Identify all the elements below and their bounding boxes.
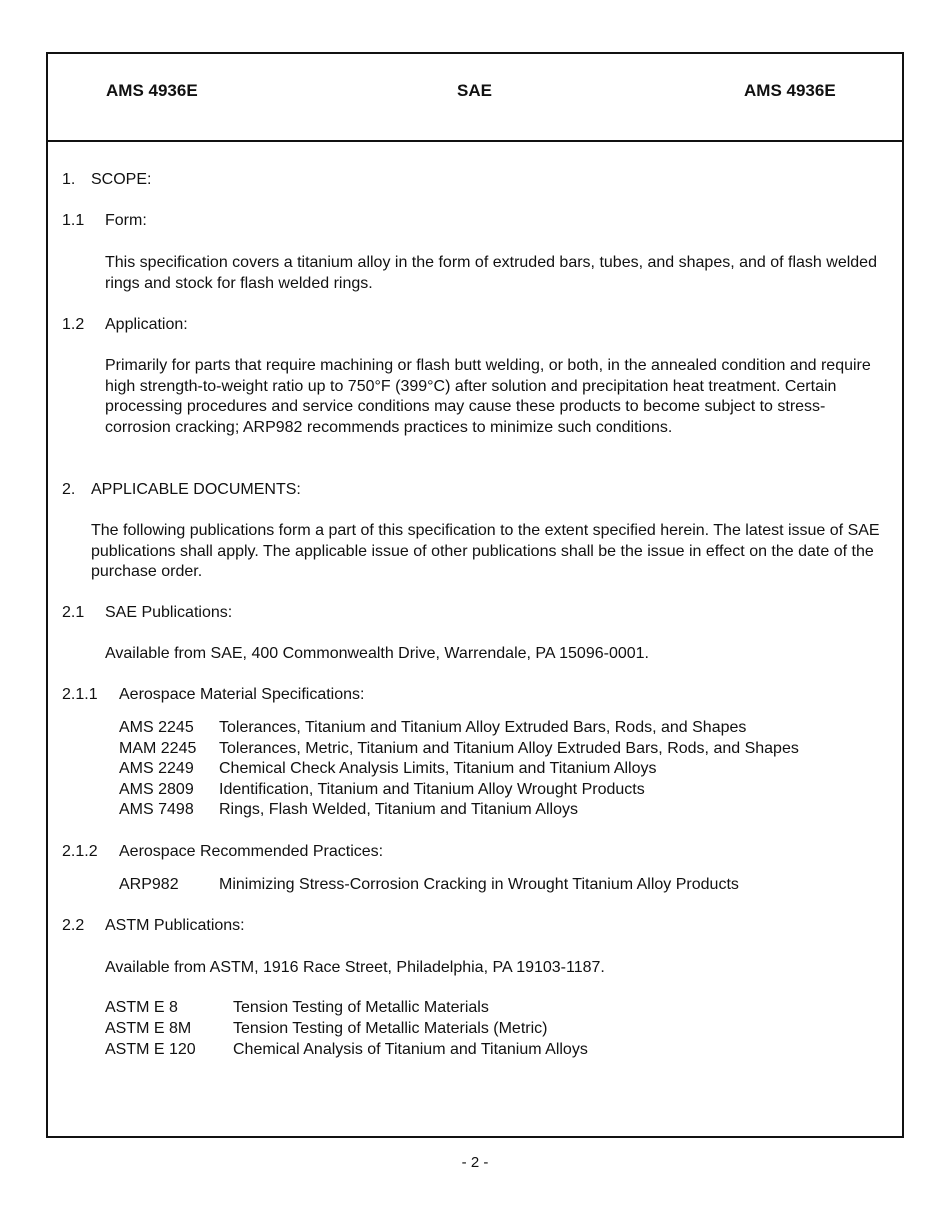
section-2-1-text: Available from SAE, 400 Commonwealth Drive, Warrendale, PA 15096-0001. bbox=[105, 645, 649, 662]
page-header bbox=[48, 54, 902, 142]
ref-code: AMS 2245 bbox=[119, 719, 194, 736]
ref-code: ASTM E 120 bbox=[105, 1041, 196, 1058]
section-2-1-1-number: 2.1.1 bbox=[62, 686, 98, 703]
ref-code: ARP982 bbox=[119, 876, 179, 893]
header-spec-right: AMS 4936E bbox=[744, 81, 836, 100]
section-1-2-title: Application: bbox=[105, 316, 188, 333]
ref-title: Tension Testing of Metallic Materials (Metric) bbox=[233, 1020, 548, 1037]
section-2-1-number: 2.1 bbox=[62, 604, 85, 621]
section-1-1-text: This specification covers a titanium alloy in the form of extruded bars, tubes, and shapes, and of flash welded rings and stock for flash welded rings. bbox=[105, 254, 877, 292]
section-2-text: The following publications form a part of this specification to the extent specified herein. The latest issue of SAE publications shall apply. The applicable issue of other publications shall be the issue in effect on the date of the purchase order. bbox=[91, 522, 880, 581]
header-org: SAE bbox=[457, 81, 492, 100]
header-spec-left: AMS 4936E bbox=[106, 81, 198, 100]
ref-code: AMS 2809 bbox=[119, 781, 194, 798]
section-2-1-1-title: Aerospace Material Specifications: bbox=[119, 686, 365, 703]
section-1-1-number: 1.1 bbox=[62, 212, 85, 229]
section-2-2-text: Available from ASTM, 1916 Race Street, Philadelphia, PA 19103-1187. bbox=[105, 959, 605, 976]
section-2-1-2-number: 2.1.2 bbox=[62, 843, 98, 860]
ref-code: ASTM E 8M bbox=[105, 1020, 192, 1037]
ref-title: Chemical Analysis of Titanium and Titanium Alloys bbox=[233, 1041, 588, 1058]
ref-title: Tolerances, Titanium and Titanium Alloy Extruded Bars, Rods, and Shapes bbox=[219, 719, 747, 736]
ref-title: Rings, Flash Welded, Titanium and Titanium Alloys bbox=[219, 801, 578, 818]
ref-title: Tolerances, Metric, Titanium and Titanium Alloy Extruded Bars, Rods, and Shapes bbox=[219, 740, 799, 757]
section-1-number: 1. bbox=[62, 171, 76, 188]
page-number: - 2 - bbox=[461, 1154, 489, 1171]
ref-title: Chemical Check Analysis Limits, Titanium and Titanium Alloys bbox=[219, 760, 657, 777]
section-1-1-title: Form: bbox=[105, 212, 147, 229]
ref-title: Identification, Titanium and Titanium Alloy Wrought Products bbox=[219, 781, 645, 798]
ref-code: MAM 2245 bbox=[119, 740, 197, 757]
section-2-2-title: ASTM Publications: bbox=[105, 917, 245, 934]
ref-code: ASTM E 8 bbox=[105, 999, 178, 1016]
section-2-1-title: SAE Publications: bbox=[105, 604, 233, 621]
section-1-title: SCOPE: bbox=[91, 171, 152, 188]
ref-title: Tension Testing of Metallic Materials bbox=[233, 999, 489, 1016]
section-2-2-number: 2.2 bbox=[62, 917, 85, 934]
ref-code: AMS 7498 bbox=[119, 801, 194, 818]
ref-title: Minimizing Stress-Corrosion Cracking in Wrought Titanium Alloy Products bbox=[219, 876, 739, 893]
section-2-number: 2. bbox=[62, 481, 76, 498]
ref-code: AMS 2249 bbox=[119, 760, 194, 777]
section-2-title: APPLICABLE DOCUMENTS: bbox=[91, 481, 301, 498]
section-1-2-number: 1.2 bbox=[62, 316, 85, 333]
section-1-2-text: Primarily for parts that require machining or flash butt welding, or both, in the annealed condition and require high strength-to-weight ratio up to 750°F (399°C) after solution and precipitation heat treatment. Certain processing procedures and service conditions may cause these products to become subject to stress-corrosion cracking; ARP982 recommends practices to minimize such conditions. bbox=[105, 357, 871, 436]
section-2-1-2-title: Aerospace Recommended Practices: bbox=[119, 843, 384, 860]
